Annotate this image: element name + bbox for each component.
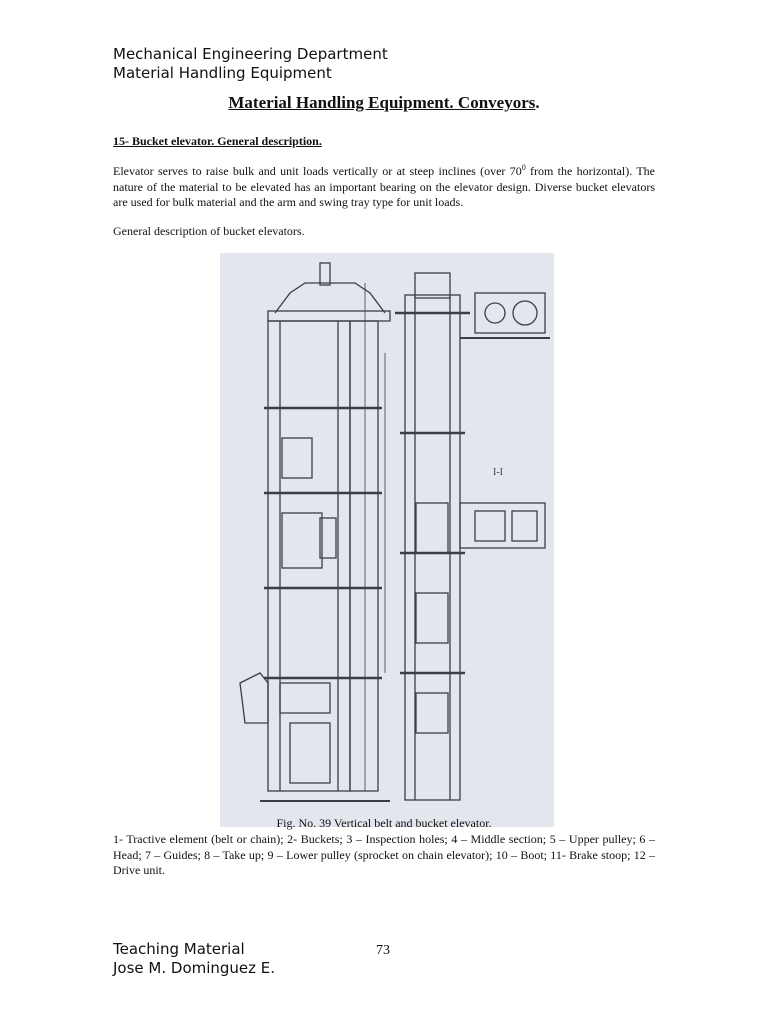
header-course: Material Handling Equipment	[113, 64, 332, 82]
right-inspection-hole	[416, 503, 448, 553]
right-inspection-hole	[416, 593, 448, 643]
cross-section-inner	[512, 511, 537, 541]
left-inspection-hole	[282, 438, 312, 478]
figure-caption: Fig. No. 39 Vertical belt and bucket elevator.	[276, 816, 492, 830]
left-return-leg	[350, 321, 378, 791]
section-heading: 15- Bucket elevator. General description.	[113, 134, 322, 148]
left-boot-box	[280, 683, 330, 713]
intro-paragraph-text-2: from the horizontal). The nature of the material to be elevated has an important bearing on the elevator design. Diverse bucket elevators are used for bulk material and the arm and swing tray type for unit loads.	[113, 164, 656, 209]
left-boot	[290, 723, 330, 783]
section-label: I-I	[493, 467, 503, 478]
drive-motor	[513, 301, 537, 325]
right-inspection-hole	[416, 693, 448, 733]
left-head-top	[320, 263, 330, 285]
left-inspection-hole	[282, 513, 322, 568]
intro-paragraph	[113, 164, 655, 211]
bucket-elevator-drawing	[220, 253, 554, 827]
header-department: Mechanical Engineering Department	[113, 45, 388, 63]
degree-superscript: 0	[521, 163, 526, 172]
footer-teaching-material: Teaching Material	[113, 940, 245, 958]
page-title-text: Material Handling Equipment. Conveyors	[228, 93, 536, 112]
intro-paragraph-text-1: Elevator serves to raise bulk and unit loads vertically or at steep inclines (over 70	[113, 164, 522, 178]
left-head-hood	[275, 283, 385, 313]
bucket-elevator-figure	[220, 253, 554, 827]
page-number: 73	[376, 943, 390, 958]
boot-chute	[240, 673, 268, 723]
left-head-flange	[268, 311, 390, 321]
drive-pulley	[485, 303, 505, 323]
subheading: General description of bucket elevators.	[113, 224, 305, 238]
page-title	[0, 93, 768, 113]
page-title-period: .	[535, 93, 540, 112]
right-head	[415, 273, 450, 298]
figure-legend: 1- Tractive element (belt or chain); 2- Buckets; 3 – Inspection holes; 4 – Middle section; 5 – Upper pulley; 6 – Head; 7 – Guides; 8 – Take up; 9 – Lower pulley (sprocket on chain elevator); 10 – Boot; 11- Brake stoop; 12 – Drive unit.	[113, 832, 655, 877]
right-casing	[405, 295, 460, 800]
cross-section-inner	[475, 511, 505, 541]
footer-author: Jose M. Dominguez E.	[113, 959, 276, 977]
